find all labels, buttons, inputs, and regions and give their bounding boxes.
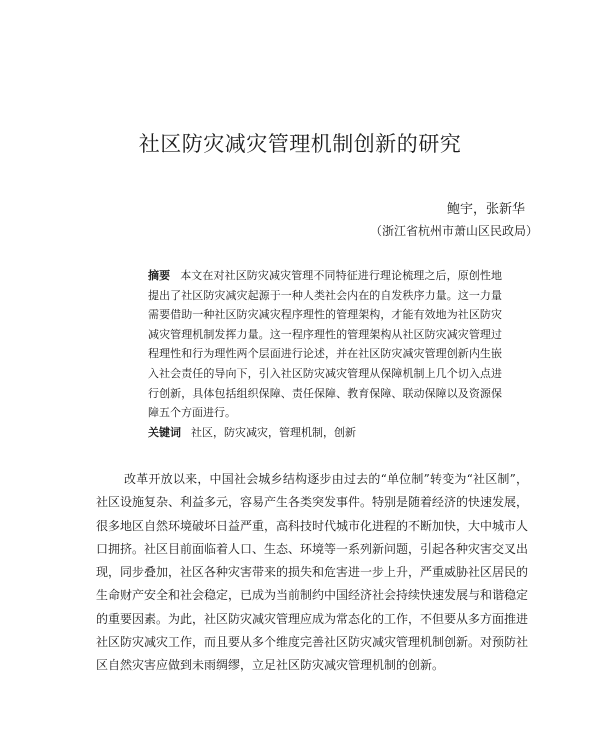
abstract-section xyxy=(120,266,502,442)
keywords xyxy=(120,423,502,443)
keywords-text: 社区，防灾减灾，管理机制，创新 xyxy=(191,425,356,439)
abstract-label: 摘要 xyxy=(148,269,171,282)
paper-title: 社区防灾减灾管理机制创新的研究 xyxy=(138,132,462,156)
keywords-label: 关键词 xyxy=(148,425,181,439)
affiliation: （浙江省杭州市萧山区民政局） xyxy=(369,224,538,238)
abstract-text: 本文在对社区防灾减灾管理不同特征进行理论梳理之后，原创性地提出了社区防灾减灾起源于一种人类社会内在的自发秩序力量。这一力量需要借助一种社区防灾减灾程序理性的管理架构，才能有效地为社区防灾减灾管理机制发挥力量。这一程序理性的管理架构从社区防灾减灾管理过程理性和行为理性两个层面进行论述，并在社区防灾减灾管理创新内生嵌入社会责任的导向下，引入社区防灾减灾管理从保障机制上几个切入点进行创新，具体包括组织保障、责任保障、教育保障、联动保障以及资源保障五个方面进行。 xyxy=(148,269,503,420)
abstract xyxy=(120,266,502,423)
authors: 鲍宇，张新华 xyxy=(446,202,525,217)
body-paragraph: 改革开放以来，中国社会城乡结构逐步由过去的“单位制”转变为“社区制”，社区设施复杂、利益多元，容易产生各类突发事件。特别是随着经济的快速发展，很多地区自然环境破坏日益严重，高科技时代城市化进程的不断加快，大中城市人口拥挤。社区目前面临着人口、生态、环境等一系列新问题，引起各种灾害交叉出现，同步叠加，社区各种灾害带来的损失和危害进一步上升，严重威胁社区居民的生命财产安全和社会稳定，已成为当前制约中国经济社会持续快速发展与和谐稳定的重要因素。为此，社区防灾减灾管理应成为常态化的工作，不但要从多方面推进社区防灾减灾工作，而且要从多个维度完善社区防灾减灾管理机制创新。对预防社区自然灾害应做到未雨绸缪，立足社区防灾减灾管理机制的创新。 xyxy=(96,472,529,673)
